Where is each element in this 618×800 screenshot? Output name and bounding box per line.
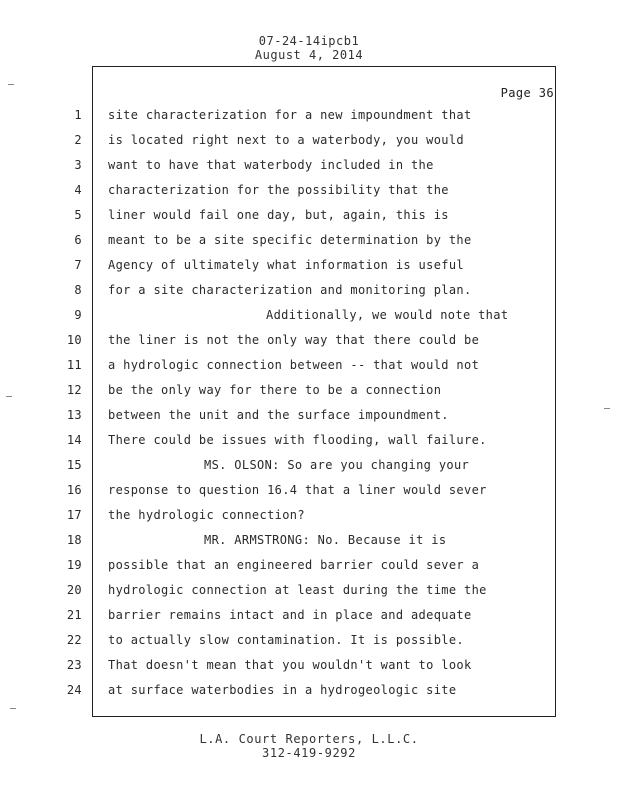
line-number: 13 [66,408,82,422]
line-text: liner would fail one day, but, again, this is [108,208,449,222]
line-text: possible that an engineered barrier could sever a [108,558,480,572]
line-number: 11 [66,358,82,372]
line-text: is located right next to a waterbody, you would [108,133,465,147]
line-number: 23 [66,658,82,672]
transcript-line [0,333,618,353]
line-number: 16 [66,483,82,497]
line-text: MR. ARMSTRONG: No. Because it is [204,533,447,547]
line-text: Agency of ultimately what information is useful [108,258,465,272]
line-text: MS. OLSON: So are you changing your [204,458,470,472]
line-text: the hydrologic connection? [108,508,305,522]
transcript-line [0,458,618,478]
line-number: 15 [66,458,82,472]
line-number: 17 [66,508,82,522]
line-text: Additionally, we would note that [266,308,509,322]
line-number: 14 [66,433,82,447]
scan-mark [8,84,14,85]
line-number: 21 [66,608,82,622]
line-text: want to have that waterbody included in the [108,158,434,172]
transcript-line [0,258,618,278]
transcript-line [0,183,618,203]
transcript-line [0,533,618,553]
line-number: 2 [74,133,82,147]
transcript-line [0,283,618,303]
transcript-line [0,158,618,178]
scan-mark [604,408,610,409]
transcript-line [0,433,618,453]
transcript-line [0,233,618,253]
line-text: barrier remains intact and in place and adequate [108,608,472,622]
transcript-line [0,658,618,678]
line-number: 3 [74,158,82,172]
header-case-code: 07-24-14ipcb1 [258,34,360,48]
page-number: Page 36 [500,86,554,100]
line-text: at surface waterbodies in a hydrogeologic site [108,683,457,697]
transcript-line [0,508,618,528]
transcript-line [0,208,618,228]
line-text: to actually slow contamination. It is possible. [108,633,465,647]
transcript-line [0,108,618,128]
transcript-line [0,583,618,603]
line-text: between the unit and the surface impoundment. [108,408,449,422]
scan-mark [10,708,16,709]
line-text: meant to be a site specific determination by the [108,233,472,247]
line-text: characterization for the possibility that the [108,183,449,197]
line-number: 5 [74,208,82,222]
transcript-line [0,633,618,653]
line-text: There could be issues with flooding, wall failure. [108,433,487,447]
line-number: 10 [66,333,82,347]
transcript-line [0,683,618,703]
line-text: for a site characterization and monitoring plan. [108,283,472,297]
line-number: 4 [74,183,82,197]
transcript-line [0,608,618,628]
transcript-line [0,133,618,153]
footer-company: L.A. Court Reporters, L.L.C. [199,732,419,746]
scan-mark [6,396,12,397]
header-date: August 4, 2014 [254,48,364,62]
line-text: the liner is not the only way that there could be [108,333,480,347]
line-number: 6 [74,233,82,247]
line-text: That doesn't mean that you wouldn't want to look [108,658,472,672]
line-number: 1 [74,108,82,122]
line-number: 8 [74,283,82,297]
line-number: 18 [66,533,82,547]
line-text: response to question 16.4 that a liner would sever [108,483,487,497]
line-number: 22 [66,633,82,647]
footer-phone: 312-419-9292 [262,746,356,760]
transcript-line [0,308,618,328]
line-number: 7 [74,258,82,272]
line-text: a hydrologic connection between -- that would not [108,358,480,372]
transcript-line [0,408,618,428]
line-number: 9 [74,308,82,322]
line-text: hydrologic connection at least during the time the [108,583,487,597]
transcript-line [0,483,618,503]
transcript-line [0,358,618,378]
line-number: 24 [66,683,82,697]
line-number: 19 [66,558,82,572]
transcript-line [0,558,618,578]
line-text: site characterization for a new impoundment that [108,108,472,122]
transcript-line [0,383,618,403]
line-number: 20 [66,583,82,597]
line-number: 12 [66,383,82,397]
line-text: be the only way for there to be a connection [108,383,442,397]
